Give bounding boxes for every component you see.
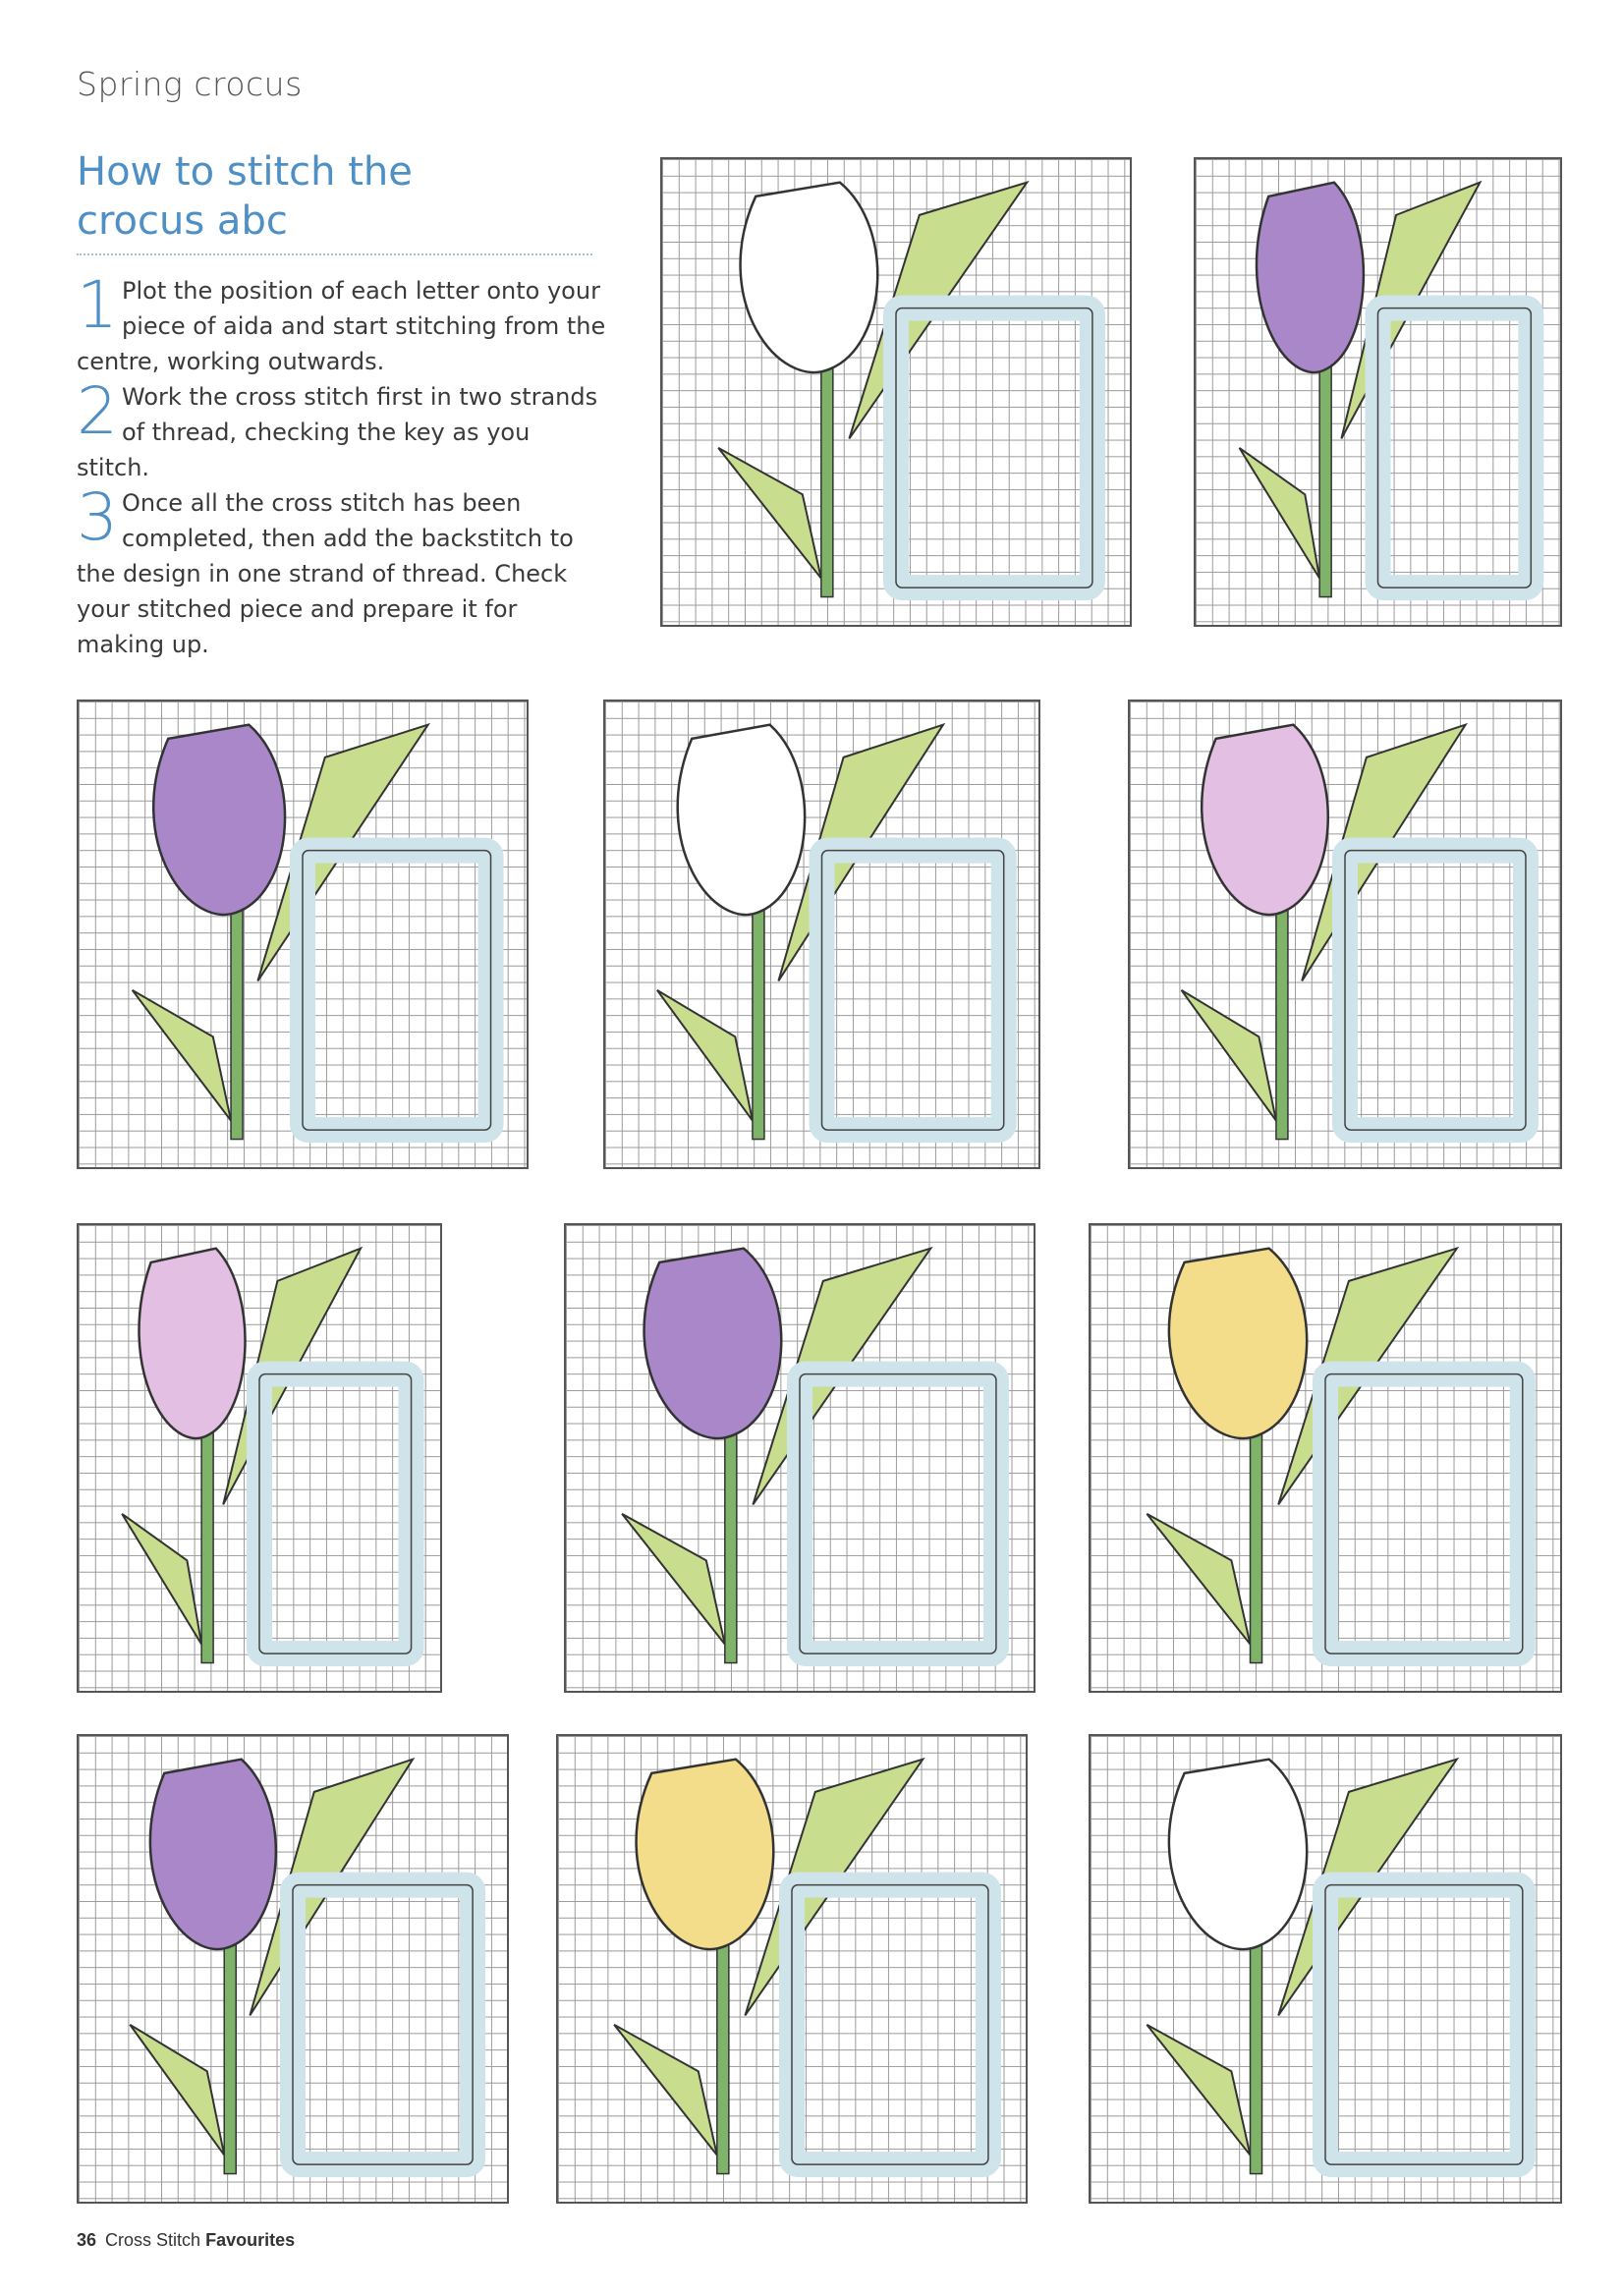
letter-shape-icon <box>896 308 1092 588</box>
page-footer <box>77 2230 295 2251</box>
chart-letter-6 <box>1128 700 1562 1169</box>
stem-icon <box>1276 897 1288 1139</box>
letter-shape-icon <box>792 1885 988 2164</box>
chart-art <box>79 701 527 1167</box>
stem-icon <box>201 1421 213 1662</box>
stem-icon <box>717 1932 729 2173</box>
chart-art <box>1091 1225 1560 1691</box>
heading-line-2: crocus abc <box>77 198 288 244</box>
leaf-icon <box>1240 448 1320 579</box>
step-number: 2 <box>77 373 118 449</box>
leaf-icon <box>133 990 231 1121</box>
step-1 <box>77 267 607 379</box>
letter-shape-icon <box>1325 1374 1523 1653</box>
crocus-petal-icon <box>150 1760 276 1949</box>
letter-shape-icon <box>259 1374 412 1653</box>
letter-outline-icon <box>303 851 491 1130</box>
crocus-petal-icon <box>140 1249 246 1438</box>
chart-letter-a2 <box>564 1223 1035 1693</box>
letter-outline-icon <box>1345 851 1526 1130</box>
chart-art <box>1196 159 1560 625</box>
stem-icon <box>753 897 764 1139</box>
page-heading <box>77 147 588 246</box>
chart-letter-9 <box>77 1223 442 1693</box>
magazine-name-bold: Favourites <box>205 2230 296 2250</box>
chart-letter-b <box>1089 1223 1562 1693</box>
leaf-icon <box>1147 1514 1250 1645</box>
stem-icon <box>1251 1421 1262 1662</box>
stem-icon <box>231 897 243 1139</box>
crocus-petal-icon <box>678 725 805 915</box>
leaf-icon <box>1147 2025 1250 2156</box>
letter-shape-icon <box>822 851 1004 1130</box>
chart-art <box>605 701 1038 1167</box>
letter-outline-icon <box>896 308 1092 588</box>
letter-outline-icon <box>1325 1885 1523 2164</box>
step-text: Plot the position of each letter onto your piece of aida and start stitching from the centre, working outwards. <box>77 277 606 375</box>
chart-letter-4 <box>77 700 529 1169</box>
stem-icon <box>725 1421 737 1662</box>
page-number: 36 <box>77 2230 97 2250</box>
letter-shape-icon <box>1325 1885 1523 2164</box>
crocus-petal-icon <box>637 1760 774 1949</box>
chart-art <box>662 159 1130 625</box>
chart-letter-a <box>1194 157 1562 627</box>
letter-shape-icon <box>800 1374 996 1653</box>
leaf-icon <box>1182 990 1276 1121</box>
letter-outline-icon <box>293 1885 473 2164</box>
stem-icon <box>1319 355 1331 596</box>
heading-line-1: How to stitch the <box>77 149 413 195</box>
crocus-petal-icon <box>1257 183 1364 372</box>
crocus-petal-icon <box>741 183 878 372</box>
crocus-petal-icon <box>1202 725 1328 915</box>
chart-art <box>558 1736 1026 2202</box>
stem-icon <box>821 355 833 596</box>
chart-letter-5 <box>603 700 1040 1169</box>
step-text: Work the cross stitch first in two strands of thread, checking the key as you stitch. <box>77 383 598 481</box>
letter-shape-icon <box>1345 851 1526 1130</box>
dotted-divider <box>77 253 592 255</box>
chart-letter-o <box>660 157 1132 627</box>
chart-letter-h <box>1089 1734 1562 2204</box>
chart-art <box>79 1736 507 2202</box>
chart-art <box>1130 701 1560 1167</box>
leaf-icon <box>622 1514 725 1645</box>
leaf-icon <box>130 2025 224 2156</box>
crocus-petal-icon <box>644 1249 782 1438</box>
crocus-petal-icon <box>153 725 285 915</box>
leaf-icon <box>614 2025 717 2156</box>
stem-icon <box>224 1932 236 2173</box>
instruction-steps <box>77 267 607 662</box>
chart-art <box>1091 1736 1560 2202</box>
section-label: Spring crocus <box>77 65 303 103</box>
leaf-icon <box>122 1514 201 1645</box>
stem-icon <box>1251 1932 1262 2173</box>
step-3 <box>77 479 607 662</box>
step-text: Once all the cross stitch has been completed, then add the backstitch to the design in one strand of thread. Check your stitched piece and prepare it for making up. <box>77 489 574 658</box>
chart-letter-g <box>556 1734 1028 2204</box>
letter-shape-icon <box>1378 308 1532 588</box>
chart-letter-f <box>77 1734 509 2204</box>
letter-outline-icon <box>1325 1374 1523 1653</box>
chart-art <box>566 1225 1034 1691</box>
letter-outline-icon <box>792 1885 988 2164</box>
leaf-icon <box>657 990 753 1121</box>
magazine-name: Cross Stitch <box>105 2230 201 2250</box>
step-2 <box>77 373 607 485</box>
letter-outline-icon <box>259 1374 412 1653</box>
chart-art <box>79 1225 440 1691</box>
letter-shape-icon <box>303 851 491 1130</box>
letter-outline-icon <box>1378 308 1532 588</box>
letter-outline-icon <box>800 1374 996 1653</box>
step-number: 1 <box>77 267 118 343</box>
crocus-petal-icon <box>1169 1249 1307 1438</box>
step-number: 3 <box>77 479 118 555</box>
letter-shape-icon <box>293 1885 473 2164</box>
crocus-petal-icon <box>1169 1760 1307 1949</box>
letter-outline-icon <box>822 851 1004 1130</box>
leaf-icon <box>718 448 821 579</box>
